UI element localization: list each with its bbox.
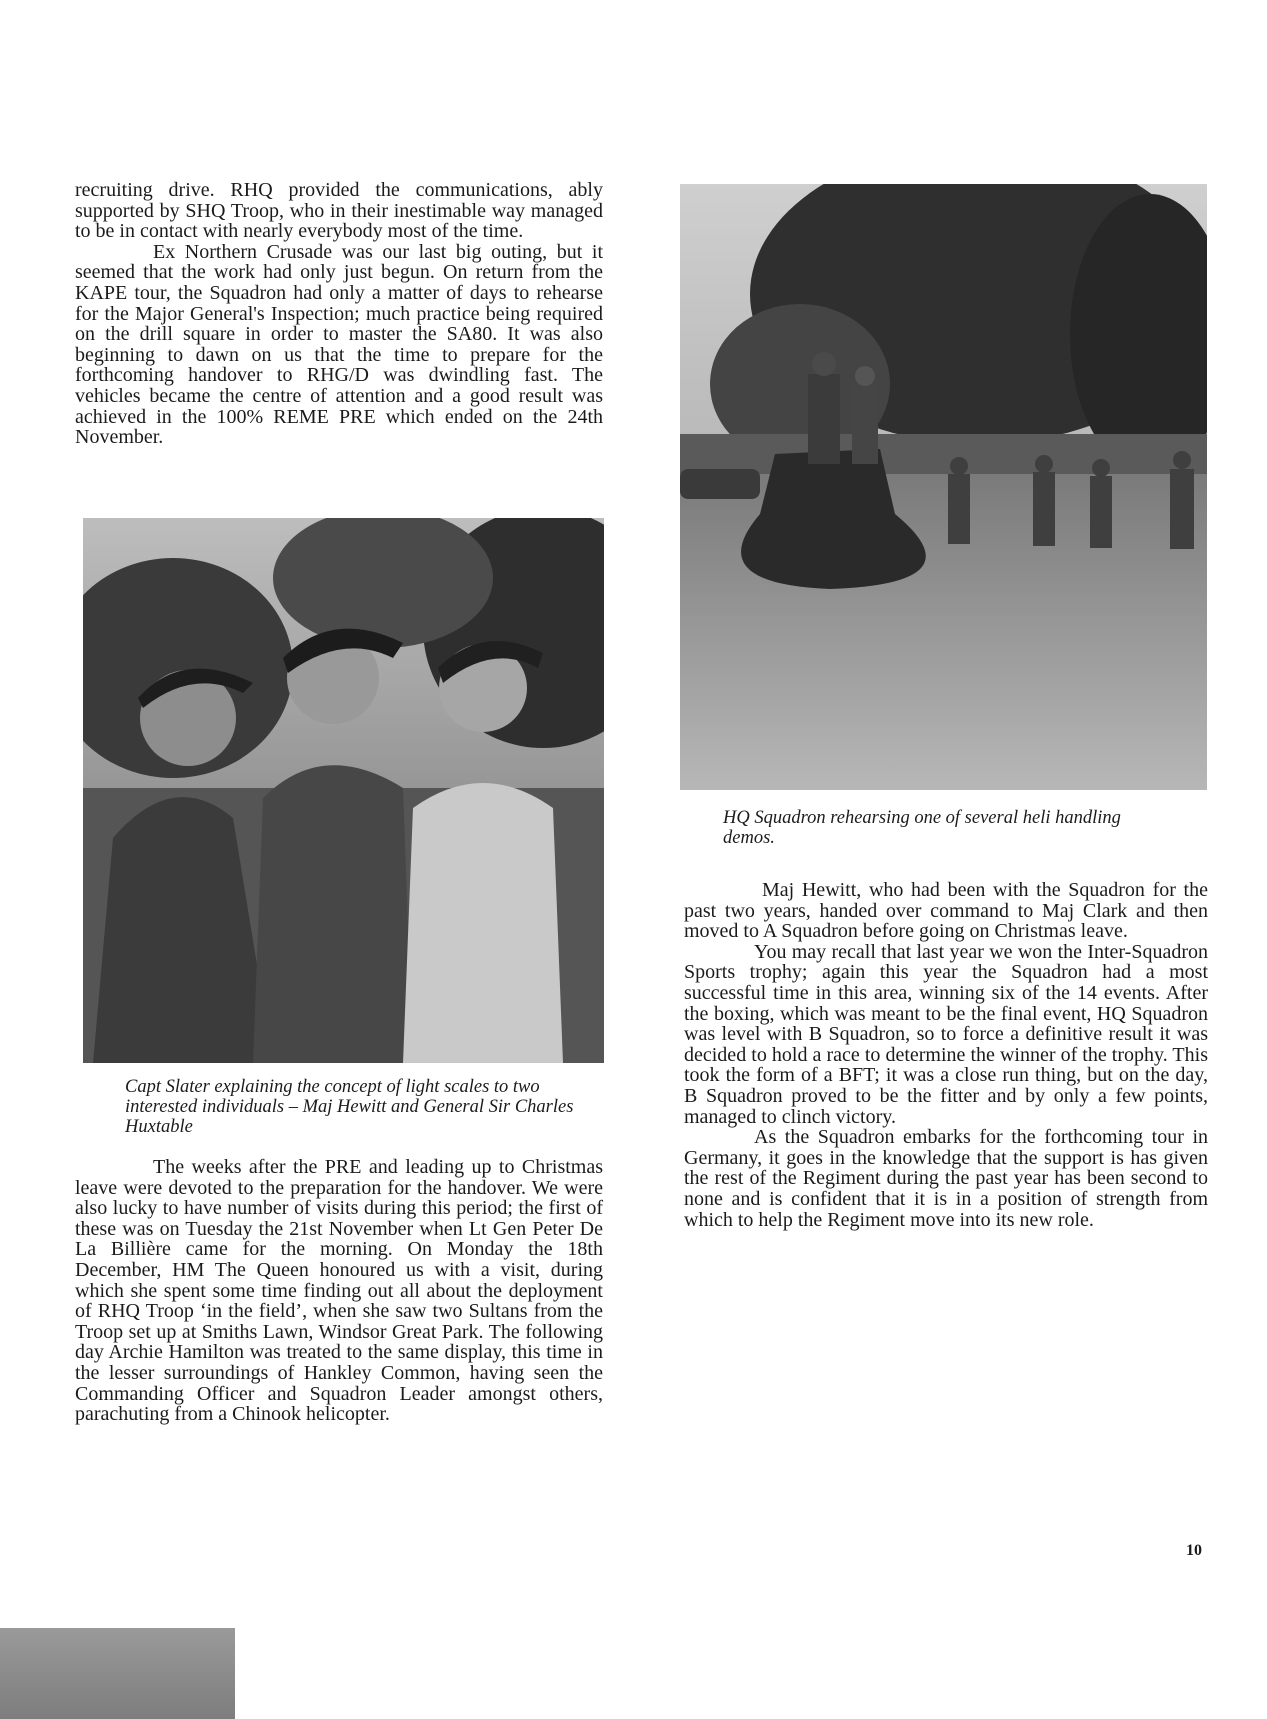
paragraph: You may recall that last year we won the Inter-Squadron Sports trophy; again this year the Squadron had a most successful time in this area, winning six of the 14 events. After the boxing, which was meant to be the final event, HQ Squadron was level with B Squadron, so to force a definitive result it was decided to hold a race to determine the winner of the trophy. This took the form of a BFT; it was a close run thing, but on the day, B Squadron proved to be the fitter and by only a few points, managed to clinch victory. bbox=[684, 940, 1208, 1128]
photo-caption-left: Capt Slater explaining the concept of light scales to two interested individuals – Maj Hewitt and General Sir Charles Huxtable bbox=[125, 1077, 574, 1137]
right-text bbox=[684, 880, 1208, 1230]
left-bottom-text bbox=[75, 1157, 603, 1425]
photo-heli-handling bbox=[680, 184, 1207, 790]
paragraph: recruiting drive. RHQ provided the communications, ably supported by SHQ Troop, who in their inestimable way managed to be in contact with nearly everybody most of the time. bbox=[75, 179, 603, 243]
scan-artifact bbox=[0, 1628, 235, 1719]
photo-officers bbox=[83, 518, 604, 1063]
left-top-text bbox=[75, 180, 603, 448]
photo-caption-right: HQ Squadron rehearsing one of several heli handling demos. bbox=[723, 808, 1121, 848]
paragraph: As the Squadron embarks for the forthcoming tour in Germany, it goes in the knowledge that the support is has given the rest of the Regiment during the past year has been second to none and is confident that it is in a position of strength from which to help the Regiment move into its new role. bbox=[684, 1126, 1208, 1231]
paragraph: Maj Hewitt, who had been with the Squadron for the past two years, handed over command to Maj Clark and then moved to A Squadron before going on Christmas leave. bbox=[684, 879, 1208, 943]
page-number: 10 bbox=[1186, 1542, 1202, 1559]
paragraph: Ex Northern Crusade was our last big outing, but it seemed that the work had only just begun. On return from the KAPE tour, the Squadron had only a matter of days to rehearse for the Major General's Inspection; much practice being required on the drill square in order to master the SA80. It was also beginning to dawn on us that the time to prepare for the forthcoming handover to RHG/D was dwindling fast. The vehicles became the centre of attention and a good result was achieved in the 100% REME PRE which ended on the 24th November. bbox=[75, 240, 603, 449]
paragraph: The weeks after the PRE and leading up to Christmas leave were devoted to the preparation for the handover. We were also lucky to have number of visits during this period; the first of these was on Tuesday the 21st November when Lt Gen Peter De La Billière came for the morning. On Monday the 18th December, HM The Queen honoured us with a visit, during which she spent some time finding out all about the deployment of RHQ Troop ‘in the field’, when she saw two Sultans from the Troop set up at Smiths Lawn, Windsor Great Park. The following day Archie Hamilton was treated to the same display, this time in the lesser surroundings of Hankley Common, having seen the Commanding Officer and Squadron Leader amongst others, parachuting from a Chinook helicopter. bbox=[75, 1156, 603, 1426]
